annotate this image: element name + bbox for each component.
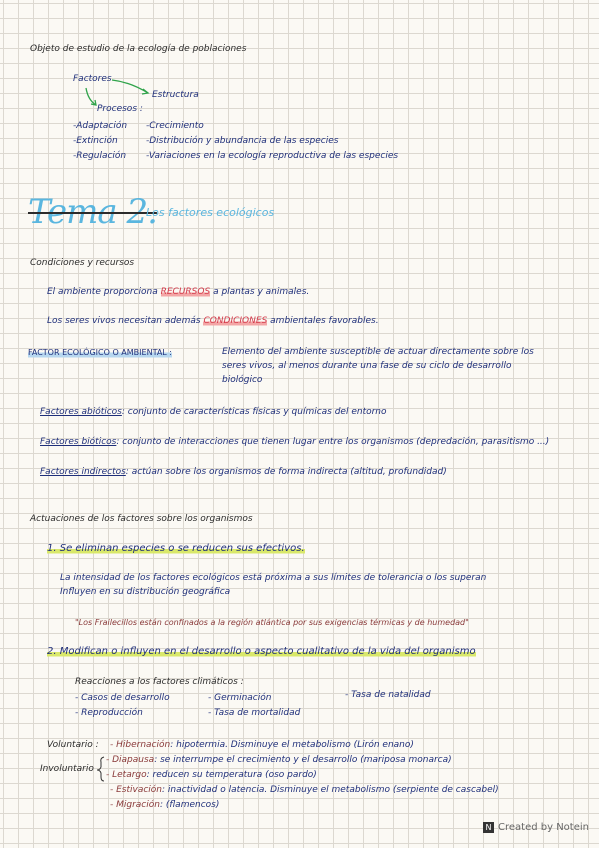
reacciones-heading: Reacciones a los factores climáticos :: [75, 677, 244, 687]
condiciones-text-a: Los seres vivos necesitan además: [47, 316, 201, 326]
estivacion-line: [110, 785, 499, 796]
point-1-text: La intensidad de los factores ecológicos está próxima a sus límites de tolerancia o los superan: [60, 573, 487, 583]
abioticos-line: [40, 407, 387, 418]
hibernacion-label: - Hibernación: [110, 740, 171, 750]
bioticos-label: Factores bióticos: [40, 437, 117, 447]
reaccion-item: - Tasa de mortalidad: [208, 708, 301, 718]
point-1-quote: "Los Frailecillos están confinados a la región atlántica por sus exigencias térmicas y de humedad": [75, 618, 469, 627]
reaccion-item: - Germinación: [208, 693, 272, 703]
abioticos-label: Factores abióticos: [40, 407, 122, 417]
indirectos-line: [40, 467, 447, 478]
factor-def-line: Elemento del ambiente susceptible de actuar directamente sobre los: [222, 347, 534, 357]
reaccion-item: - Tasa de natalidad: [345, 690, 431, 700]
notein-watermark: [483, 822, 589, 833]
point-1: 1. Se eliminan especies o se reducen sus efectivos.: [47, 543, 305, 554]
diagram-left-item: -Adaptación: [73, 121, 128, 131]
diagram-right-item: -Distribución y abundancia de las especies: [146, 136, 339, 146]
letargo-def: : reducen su temperatura (oso pardo): [146, 770, 317, 780]
page-heading: Objeto de estudio de la ecología de poblaciones: [30, 44, 247, 54]
diapausa-label: - Diapausa: [106, 755, 155, 765]
migracion-label: - Migración: [110, 800, 160, 810]
migracion-line: [110, 800, 219, 811]
recursos-line: [47, 287, 309, 298]
notein-logo-icon: N: [483, 822, 494, 833]
factor-def-line: biológico: [222, 375, 263, 385]
condiciones-highlight: CONDICIONES: [203, 316, 268, 326]
watermark-text: Created by Notein: [498, 822, 589, 833]
abioticos-def: : conjunto de características físicas y químicas del entorno: [121, 407, 387, 417]
recursos-highlight: RECURSOS: [160, 287, 211, 297]
hibernacion-line: [110, 740, 414, 751]
bioticos-def: : conjunto de interacciones que tienen lugar entre los organismos (depredación, parasitismo ...): [116, 437, 550, 447]
condiciones-text-b: ambientales favorables.: [270, 316, 379, 326]
letargo-label: - Letargo: [106, 770, 147, 780]
recursos-text-b: a plantas y animales.: [213, 287, 310, 297]
migracion-def: : (flamencos): [159, 800, 220, 810]
section-heading: Actuaciones de los factores sobre los organismos: [30, 514, 253, 524]
recursos-text-a: El ambiente proporciona: [47, 287, 158, 297]
diapausa-line: [106, 755, 452, 766]
bioticos-line: [40, 437, 549, 448]
tema-heading: [28, 192, 157, 232]
condiciones-line: [47, 316, 379, 327]
hibernacion-def: : hipotermia. Disminuye el metabolismo (Lirón enano): [170, 740, 414, 750]
estivacion-label: - Estivación: [110, 785, 163, 795]
point-1-text: Influyen en su distribución geográfica: [60, 587, 231, 597]
diagram-factores: Factores: [73, 74, 112, 84]
diagram-left-item: -Regulación: [73, 151, 127, 161]
diagram-estructura: Estructura: [152, 90, 199, 100]
letargo-line: [106, 770, 317, 781]
tema-title: Los factores ecológicos: [146, 206, 275, 219]
factor-label: FACTOR ECOLÓGICO O AMBIENTAL :: [28, 348, 172, 357]
diagram-right-item: -Variaciones en la ecología reproductiva de las especies: [146, 151, 399, 161]
diapausa-def: : se interrumpe el crecimiento y el desarrollo (mariposa monarca): [154, 755, 452, 765]
diagram-right-item: -Crecimiento: [146, 121, 204, 131]
voluntario-label: Voluntario :: [47, 740, 99, 750]
reaccion-item: - Reproducción: [75, 708, 143, 718]
diagram-left-item: -Extinción: [73, 136, 118, 146]
indirectos-def: : actúan sobre los organismos de forma indirecta (altitud, profundidad): [125, 467, 447, 477]
indirectos-label: Factores indirectos: [40, 467, 126, 477]
reaccion-item: - Casos de desarrollo: [75, 693, 170, 703]
involuntario-label: Involuntario: [40, 764, 94, 774]
diagram-procesos: Procesos :: [97, 104, 143, 114]
factor-def-line: seres vivos, al menos durante una fase de su ciclo de desarrollo: [222, 361, 512, 371]
estivacion-def: : inactividad o latencia. Disminuye el metabolismo (serpiente de cascabel): [162, 785, 499, 795]
point-2: 2. Modifican o influyen en el desarrollo o aspecto cualitativo de la vida del organismo: [47, 646, 476, 657]
tema-number: Tema 2.: [28, 192, 157, 232]
section-heading: Condiciones y recursos: [30, 258, 135, 268]
